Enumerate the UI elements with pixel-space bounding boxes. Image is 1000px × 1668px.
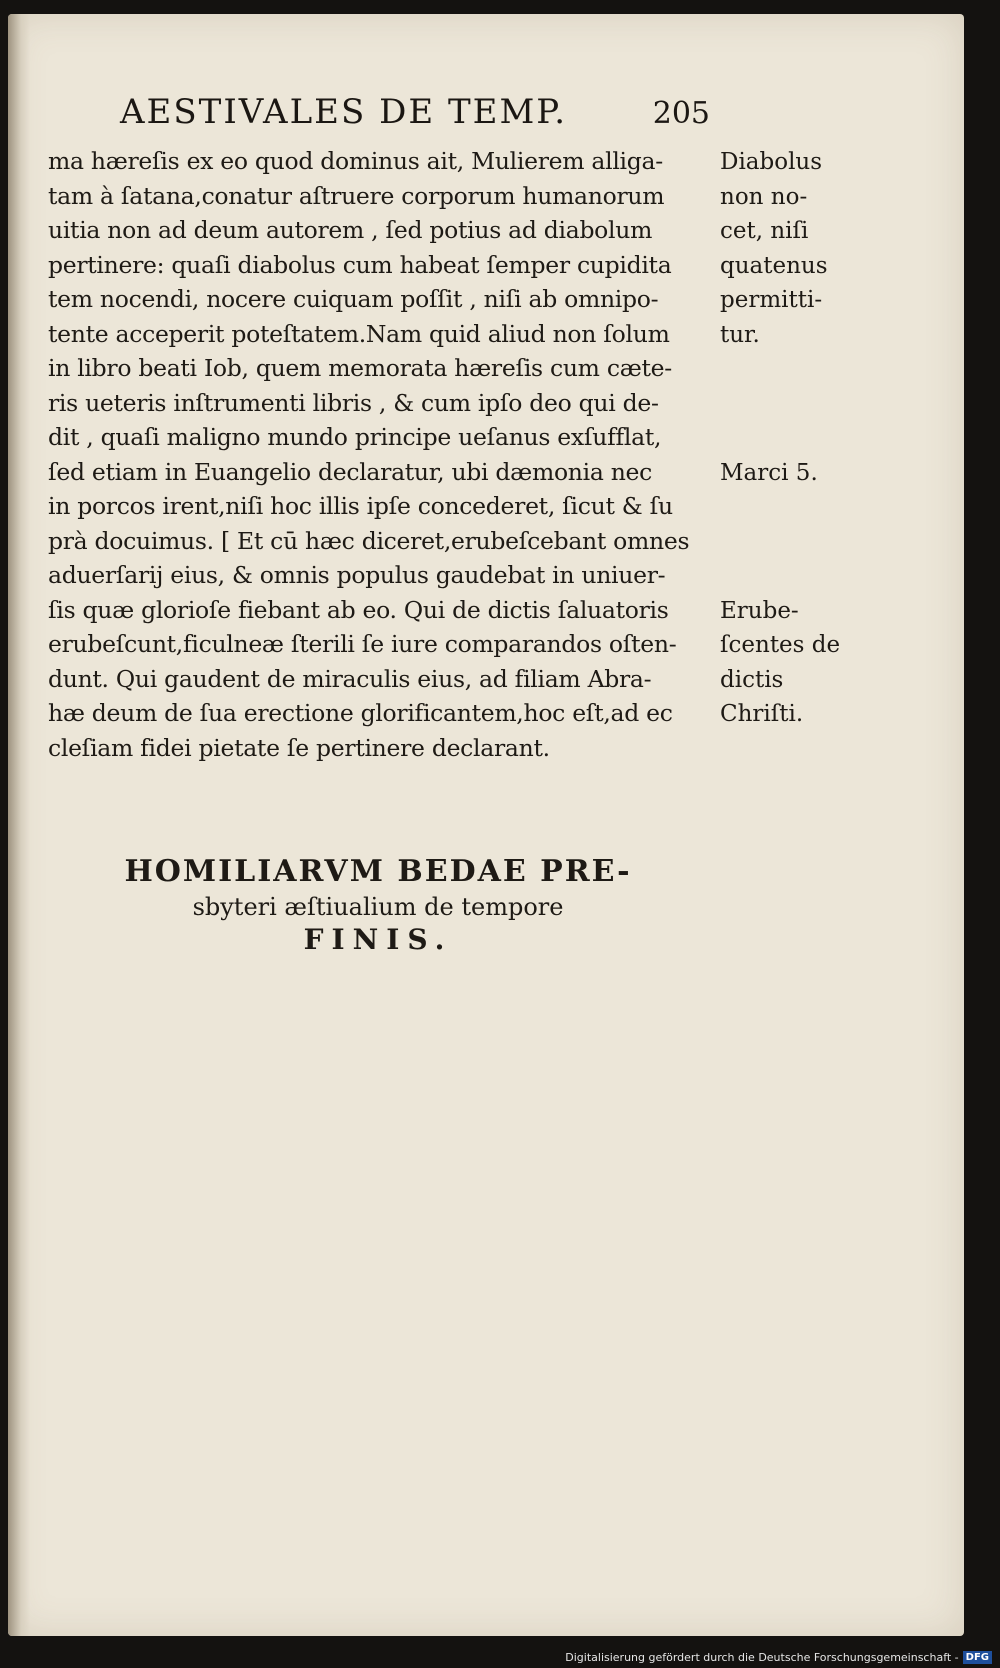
text-line bbox=[48, 524, 874, 559]
marginal-note: Diabolus bbox=[720, 149, 823, 175]
line-text: ſis quæ glorioſe fiebant ab eo. Qui de dictis ſaluatoris bbox=[48, 595, 669, 624]
marginal-note: cet, niſi bbox=[720, 218, 809, 244]
credit-text: Digitalisierung gefördert durch die Deutsche Forschungsgemeinschaft - bbox=[565, 1650, 959, 1664]
line-text: ſed etiam in Euangelio declaratur, ubi dæmonia nec bbox=[48, 457, 653, 486]
text-line bbox=[48, 213, 874, 248]
line-text: ris ueteris inſtrumenti libris , & cum ipſo deo qui de- bbox=[48, 388, 659, 417]
line-text: in libro beati Iob, quem memorata hæreſis cum cæte- bbox=[48, 354, 672, 382]
page-number: 205 bbox=[652, 96, 710, 131]
text-line bbox=[48, 455, 874, 490]
page-header bbox=[120, 92, 710, 142]
dfg-logo: DFG bbox=[963, 1651, 992, 1664]
text-line bbox=[48, 248, 874, 283]
marginal-note: Marci 5. bbox=[720, 459, 818, 486]
text-line bbox=[48, 179, 874, 214]
line-text: tente acceperit poteſtatem.Nam quid aliud non ſolum bbox=[48, 319, 670, 348]
line-text: tam à ſatana,conatur aſtruere corporum humanorum bbox=[48, 181, 665, 210]
marginal-note: ſcentes de bbox=[720, 632, 841, 658]
text-line bbox=[48, 489, 874, 524]
text-line bbox=[48, 282, 874, 317]
text-line bbox=[48, 420, 874, 455]
line-text: hæ deum de ſua erectione glorificantem,hoc eſt,ad ec bbox=[48, 699, 673, 727]
line-text: ma hæreſis ex eo quod dominus ait, Mulierem alliga- bbox=[48, 147, 663, 175]
text-line bbox=[48, 317, 874, 352]
text-line bbox=[48, 696, 874, 731]
marginal-note: dictis bbox=[720, 666, 784, 693]
colophon bbox=[98, 854, 658, 956]
running-title: AESTIVALES DE TEMP. bbox=[120, 92, 568, 132]
line-text: aduerſarij eius, & omnis populus gaudebat in uniuer- bbox=[48, 561, 666, 589]
digitization-credit bbox=[565, 1651, 992, 1665]
text-line bbox=[48, 662, 874, 697]
marginal-note: quatenus bbox=[720, 252, 828, 279]
line-text: cleſiam fidei pietate ſe pertinere declarant. bbox=[48, 733, 550, 762]
text-line bbox=[48, 351, 874, 386]
line-text: erubeſcunt,ficulneæ ſterili ſe iure comparandos oſten- bbox=[48, 630, 677, 658]
text-line bbox=[48, 558, 874, 593]
text-line bbox=[48, 731, 874, 766]
marginal-note: non no- bbox=[720, 183, 808, 210]
text-line bbox=[48, 386, 874, 421]
colophon-line-1: HOMILIARVM BEDAE PRE- bbox=[124, 854, 632, 889]
text-body bbox=[48, 144, 874, 765]
marginal-note: Erube- bbox=[720, 597, 799, 624]
line-text: pertinere: quaſi diabolus cum habeat ſemper cupidita bbox=[48, 250, 672, 279]
text-line bbox=[48, 144, 874, 179]
line-text: tem nocendi, nocere cuiquam poſſit , niſi ab omnipo- bbox=[48, 285, 659, 313]
colophon-finis: FINIS. bbox=[303, 923, 453, 956]
text-line bbox=[48, 627, 874, 662]
text-line bbox=[48, 593, 874, 628]
colophon-line-2: sbyteri æſtiualium de tempore bbox=[192, 893, 564, 921]
book-page bbox=[8, 14, 964, 1636]
line-text: prà docuimus. [ Et cū hæc diceret,erubeſcebant omnes bbox=[48, 526, 690, 555]
line-text: uitia non ad deum autorem , ſed potius ad diabolum bbox=[48, 216, 653, 244]
marginal-note: Chriſti. bbox=[720, 701, 804, 727]
marginal-note: permitti- bbox=[720, 287, 823, 313]
line-text: dunt. Qui gaudent de miraculis eius, ad filiam Abra- bbox=[48, 664, 652, 693]
line-text: in porcos irent,niſi hoc illis ipſe concederet, ſicut & ſu bbox=[48, 492, 673, 520]
line-text: dit , quaſi maligno mundo principe ueſanus exſufflat, bbox=[48, 423, 662, 451]
page-gutter-shadow bbox=[8, 14, 30, 1636]
marginal-note: tur. bbox=[720, 321, 760, 348]
